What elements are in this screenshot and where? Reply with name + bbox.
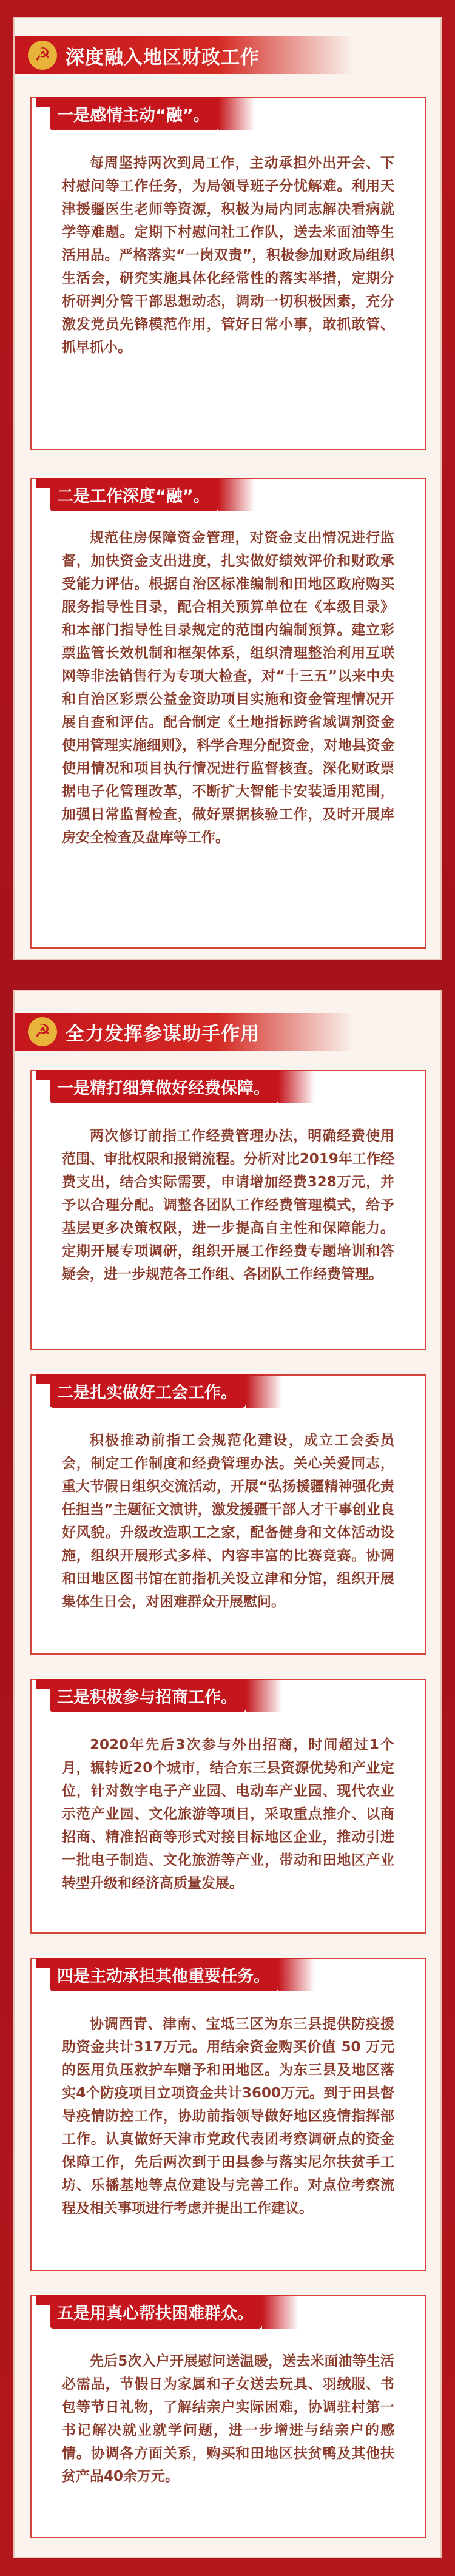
card-body: 积极推动前指工会规范化建设，成立工会委员会，制定工作制度和经费管理办法。关心关爱同志，重大节假日组织交流活动，开展“弘扬援疆精神强化责任担当”主题征文演讲，激发援疆干部人才干事创业良好风貌。升级改造职工之家，配备健身和文体活动设施，组织开展形式多样、内容丰富的比赛竞赛。协调和田地区图书馆在前指机关设立津和分馆，组织开展集体生日会，对困难群众开展慰问。: [62, 1433, 394, 1610]
card-2-2: [30, 1374, 426, 1655]
party-emblem-icon: ☭: [28, 41, 57, 70]
card-2-4: [30, 1958, 426, 2271]
section-header-2: [15, 1013, 354, 1051]
card-body: 协调西青、津南、宝坻三区为东三县提供防疫援助资金共计317万元。用结余资金购买价值 50 万元的医用负压救护车赠予和田地区。为东三县及地区落实4个防疫项目立项资金共计3600万元。到于田县督导疫情防控工作，协助前指领导做好地区疫情指挥部工作。认真做好天津市党政代表团考察调研点的资金保障工作，先后两次到于田县参与落实尼尔扶贫手工坊、乐播基地等点位建设与完善工作。对点位考察流程及相关事项进行考虑并提出工作建议。: [62, 2016, 394, 2216]
card-body: 两次修订前指工作经费管理办法，明确经费使用范围、审批权限和报销流程。分析对比2019年工作经费支出，结合实际需要，申请增加经费328万元，并予以合理分配。调整各团队工作经费管理模式，给予基层更多决策权限，进一步提高自主性和保障能力。定期开展专项调研，组织开展工作经费专题培训和答疑会，进一步规范各工作组、各团队工作经费管理。: [62, 1128, 394, 1282]
card-body: 2020年先后3次参与外出招商，时间超过1个月，辗转近20个城市，结合东三县资源优势和产业定位，针对数字电子产业园、电动车产业园、现代农业示范产业园、文化旅游等项目，采取重点推介、以商招商、精准招商等形式对接目标地区企业，推动引进一批电子制造、文化旅游等产业，带动和田地区产业转型升级和经济高质量发展。: [62, 1737, 394, 1891]
card-label: 一是精打细算做好经费保障。: [50, 1070, 278, 1103]
section-panel-2: [13, 990, 442, 2558]
card-body: 先后5次入户开展慰问送温暖，送去米面油等生活必需品，节假日为家属和子女送去玩具、羽绒服、书包等节日礼物，了解结亲户实际困难，协调驻村第一书记解决就业就学问题，进一步增进与结亲户的感情。协调各方面关系，购买和田地区扶贫鸭及其他扶贫产品40余万元。: [62, 2353, 394, 2484]
party-emblem-icon: ☭: [28, 1017, 57, 1046]
card-body: 每周坚持两次到局工作，主动承担外出开会、下村慰问等工作任务，为局领导班子分忧解难。利用天津援疆医生老师等资源，积极为局内同志解决看病就学等难题。定期下村慰问社工作队，送去米面油等生活用品。严格落实“一岗双责”，积极参加财政局组织生活会，研究实施具体化经常性的落实举措，定期分析研判分管干部思想动态，调动一切积极因素，充分激发党员先锋模范作用，管好日常小事，敢抓敢管、抓早抓小。: [62, 155, 394, 355]
card-1-2: [30, 478, 426, 949]
card-body: 规范住房保障资金管理，对资金支出情况进行监督，加快资金支出进度，扎实做好绩效评价和财政承受能力评估。根据自治区标准编制和田地区政府购买服务指导性目录，配合相关预算单位在《本级目录》和本部门指导性目录规定的范围内编制预算。建立彩票监管长效机制和框架体系，组织清理整治利用互联网等非法销售行为专项大检查，对“十三五”以来中央和自治区彩票公益金资助项目实施和资金管理情况开展自查和评估。配合制定《土地指标跨省域调剂资金使用管理实施细则》，科学合理分配资金，对地县资金使用情况和项目执行情况进行监督核查。深化财政票据电子化管理改革，不断扩大智能卡安装适用范围，加强日常监督检查，做好票据核验工作，及时开展库房安全检查及盘库等工作。: [62, 530, 394, 846]
card-2-1: [30, 1070, 426, 1350]
card-1-1: [30, 97, 426, 450]
card-label: 二是工作深度“融”。: [50, 478, 218, 511]
section-title-1: 深度融入地区财政工作: [66, 46, 260, 69]
section-header-1: [15, 36, 354, 74]
card-label: 三是积极参与招商工作。: [50, 1679, 246, 1712]
card-label: 四是主动承担其他重要任务。: [50, 1958, 278, 1991]
card-2-5: [30, 2295, 426, 2538]
card-label: 五是用真心帮扶困难群众。: [50, 2295, 262, 2329]
section-panel-1: [13, 17, 442, 960]
section-title-2: 全力发挥参谋助手作用: [66, 1023, 260, 1045]
card-label: 二是扎实做好工会工作。: [50, 1374, 246, 1408]
card-2-3: [30, 1679, 426, 1934]
card-label: 一是感情主动“融”。: [50, 97, 218, 130]
